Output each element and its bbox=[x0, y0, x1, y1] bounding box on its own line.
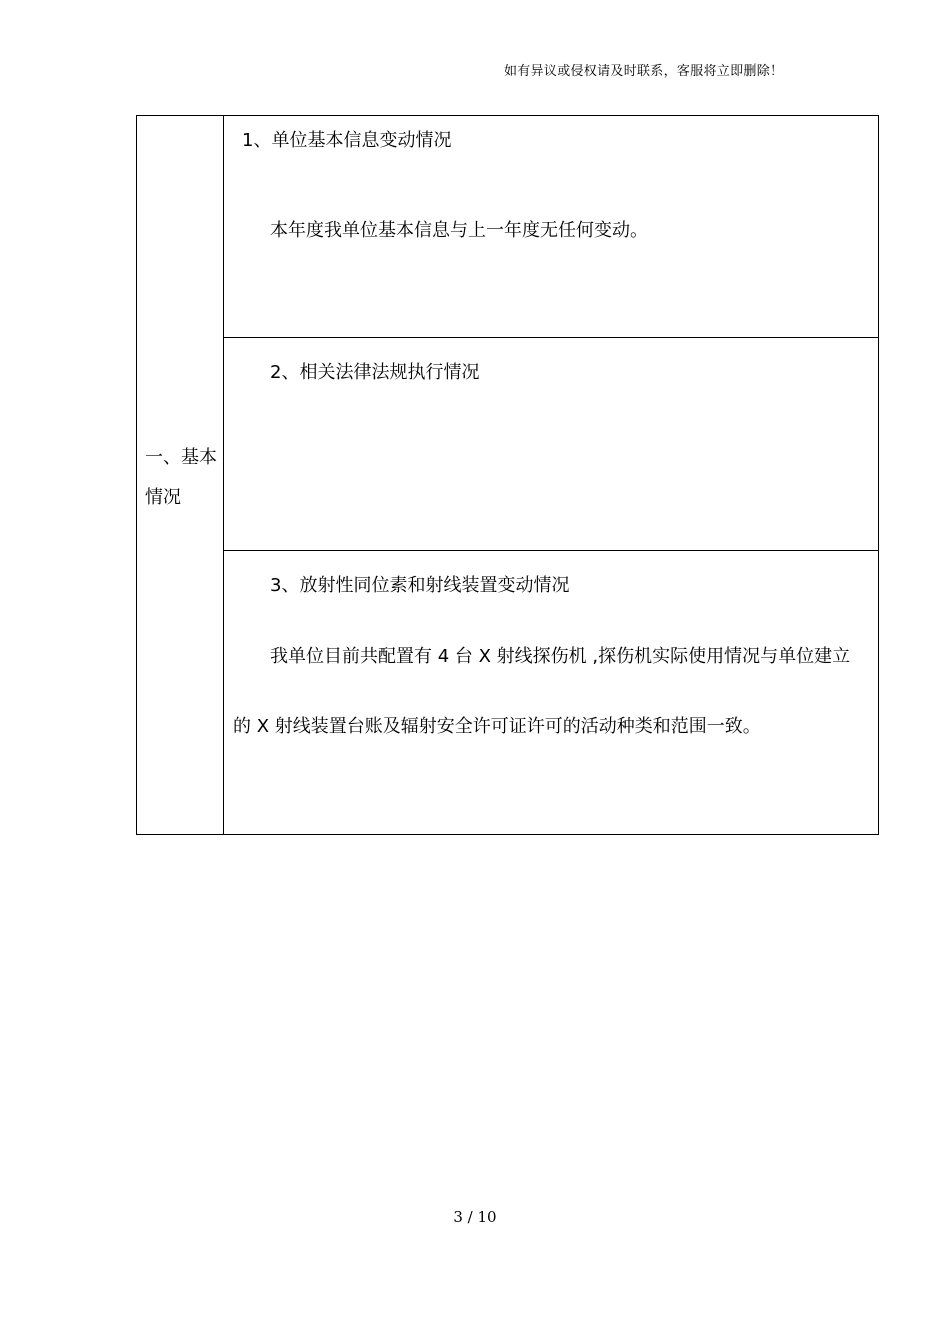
row2-heading: 2、相关法律法规执行情况 bbox=[270, 362, 480, 383]
row-basic-info-change bbox=[224, 116, 878, 338]
section-label-line1: 一、基本 bbox=[145, 447, 217, 468]
row3-heading: 3、放射性同位素和射线装置变动情况 bbox=[270, 575, 570, 596]
section-label bbox=[145, 438, 221, 518]
section-label-cell bbox=[137, 116, 224, 834]
row1-heading: 1、单位基本信息变动情况 bbox=[242, 130, 452, 151]
row1-body: 本年度我单位基本信息与上一年度无任何变动。 bbox=[270, 220, 648, 241]
section-label-line2: 情况 bbox=[145, 487, 181, 508]
basic-info-table bbox=[136, 115, 879, 835]
row3-body-line1: 我单位目前共配置有 4 台 X 射线探伤机 ,探伤机实际使用情况与单位建立 bbox=[270, 646, 851, 667]
header-note: 如有异议或侵权请及时联系，客服将立即删除！ bbox=[504, 64, 784, 79]
row3-body-line2: 的 X 射线装置台账及辐射安全许可证许可的活动种类和范围一致。 bbox=[233, 716, 761, 737]
row-law-compliance bbox=[224, 338, 878, 551]
row-isotope-device-change bbox=[224, 551, 878, 834]
page-number: 3 / 10 bbox=[453, 1208, 497, 1226]
